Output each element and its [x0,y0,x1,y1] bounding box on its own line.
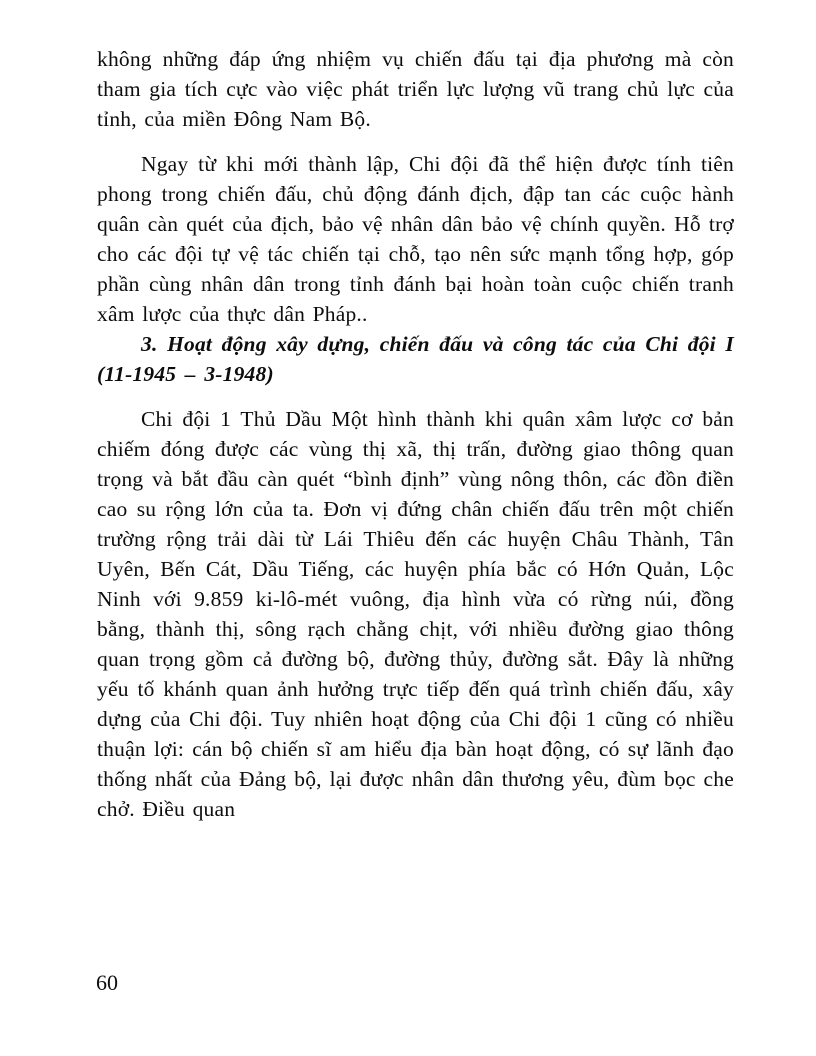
paragraph-3: Chi đội 1 Thủ Dầu Một hình thành khi quân xâm lược cơ bản chiếm đóng được các vùng thị xã, thị trấn, đường giao thông quan trọng và bắt đầu càn quét “bình định” vùng nông thôn, các đồn điền cao su rộng lớn của ta. Đơn vị đứng chân chiến đấu trên một chiến trường rộng trải dài từ Lái Thiêu đến các huyện Châu Thành, Tân Uyên, Bến Cát, Dầu Tiếng, các huyện phía bắc có Hớn Quản, Lộc Ninh với 9.859 ki-lô-mét vuông, địa hình vừa có rừng núi, đồng bằng, thành thị, sông rạch chằng chịt, với nhiều đường giao thông quan trọng gồm cả đường bộ, đường thủy, đường sắt. Đây là những yếu tố khánh quan ảnh hưởng trực tiếp đến quá trình chiến đấu, xây dựng của Chi đội. Tuy nhiên hoạt động của Chi đội 1 cũng có nhiều thuận lợi: cán bộ chiến sĩ am hiểu địa bàn hoạt động, có sự lãnh đạo thống nhất của Đảng bộ, lại được nhân dân thương yêu, đùm bọc che chở. Điều quan [97,407,734,821]
section-heading: 3. Hoạt động xây dựng, chiến đấu và công tác của Chi đội I (11-1945 – 3-1948) [97,332,734,386]
page-number: 60 [96,970,118,995]
paragraph-2: Ngay từ khi mới thành lập, Chi đội đã thể hiện được tính tiên phong trong chiến đấu, chủ động đánh địch, đập tan các cuộc hành quân càn quét của địch, bảo vệ nhân dân bảo vệ chính quyền. Hỗ trợ cho các đội tự vệ tác chiến tại chỗ, tạo nên sức mạnh tổng hợp, góp phần cùng nhân dân trong tỉnh đánh bại hoàn toàn cuộc chiến tranh xâm lược của thực dân Pháp.. [97,152,734,326]
paragraph-continuation: không những đáp ứng nhiệm vụ chiến đấu tại địa phương mà còn tham gia tích cực vào việc phát triển lực lượng vũ trang chủ lực của tỉnh, của miền Đông Nam Bộ. [97,47,734,131]
book-page [97,44,734,824]
